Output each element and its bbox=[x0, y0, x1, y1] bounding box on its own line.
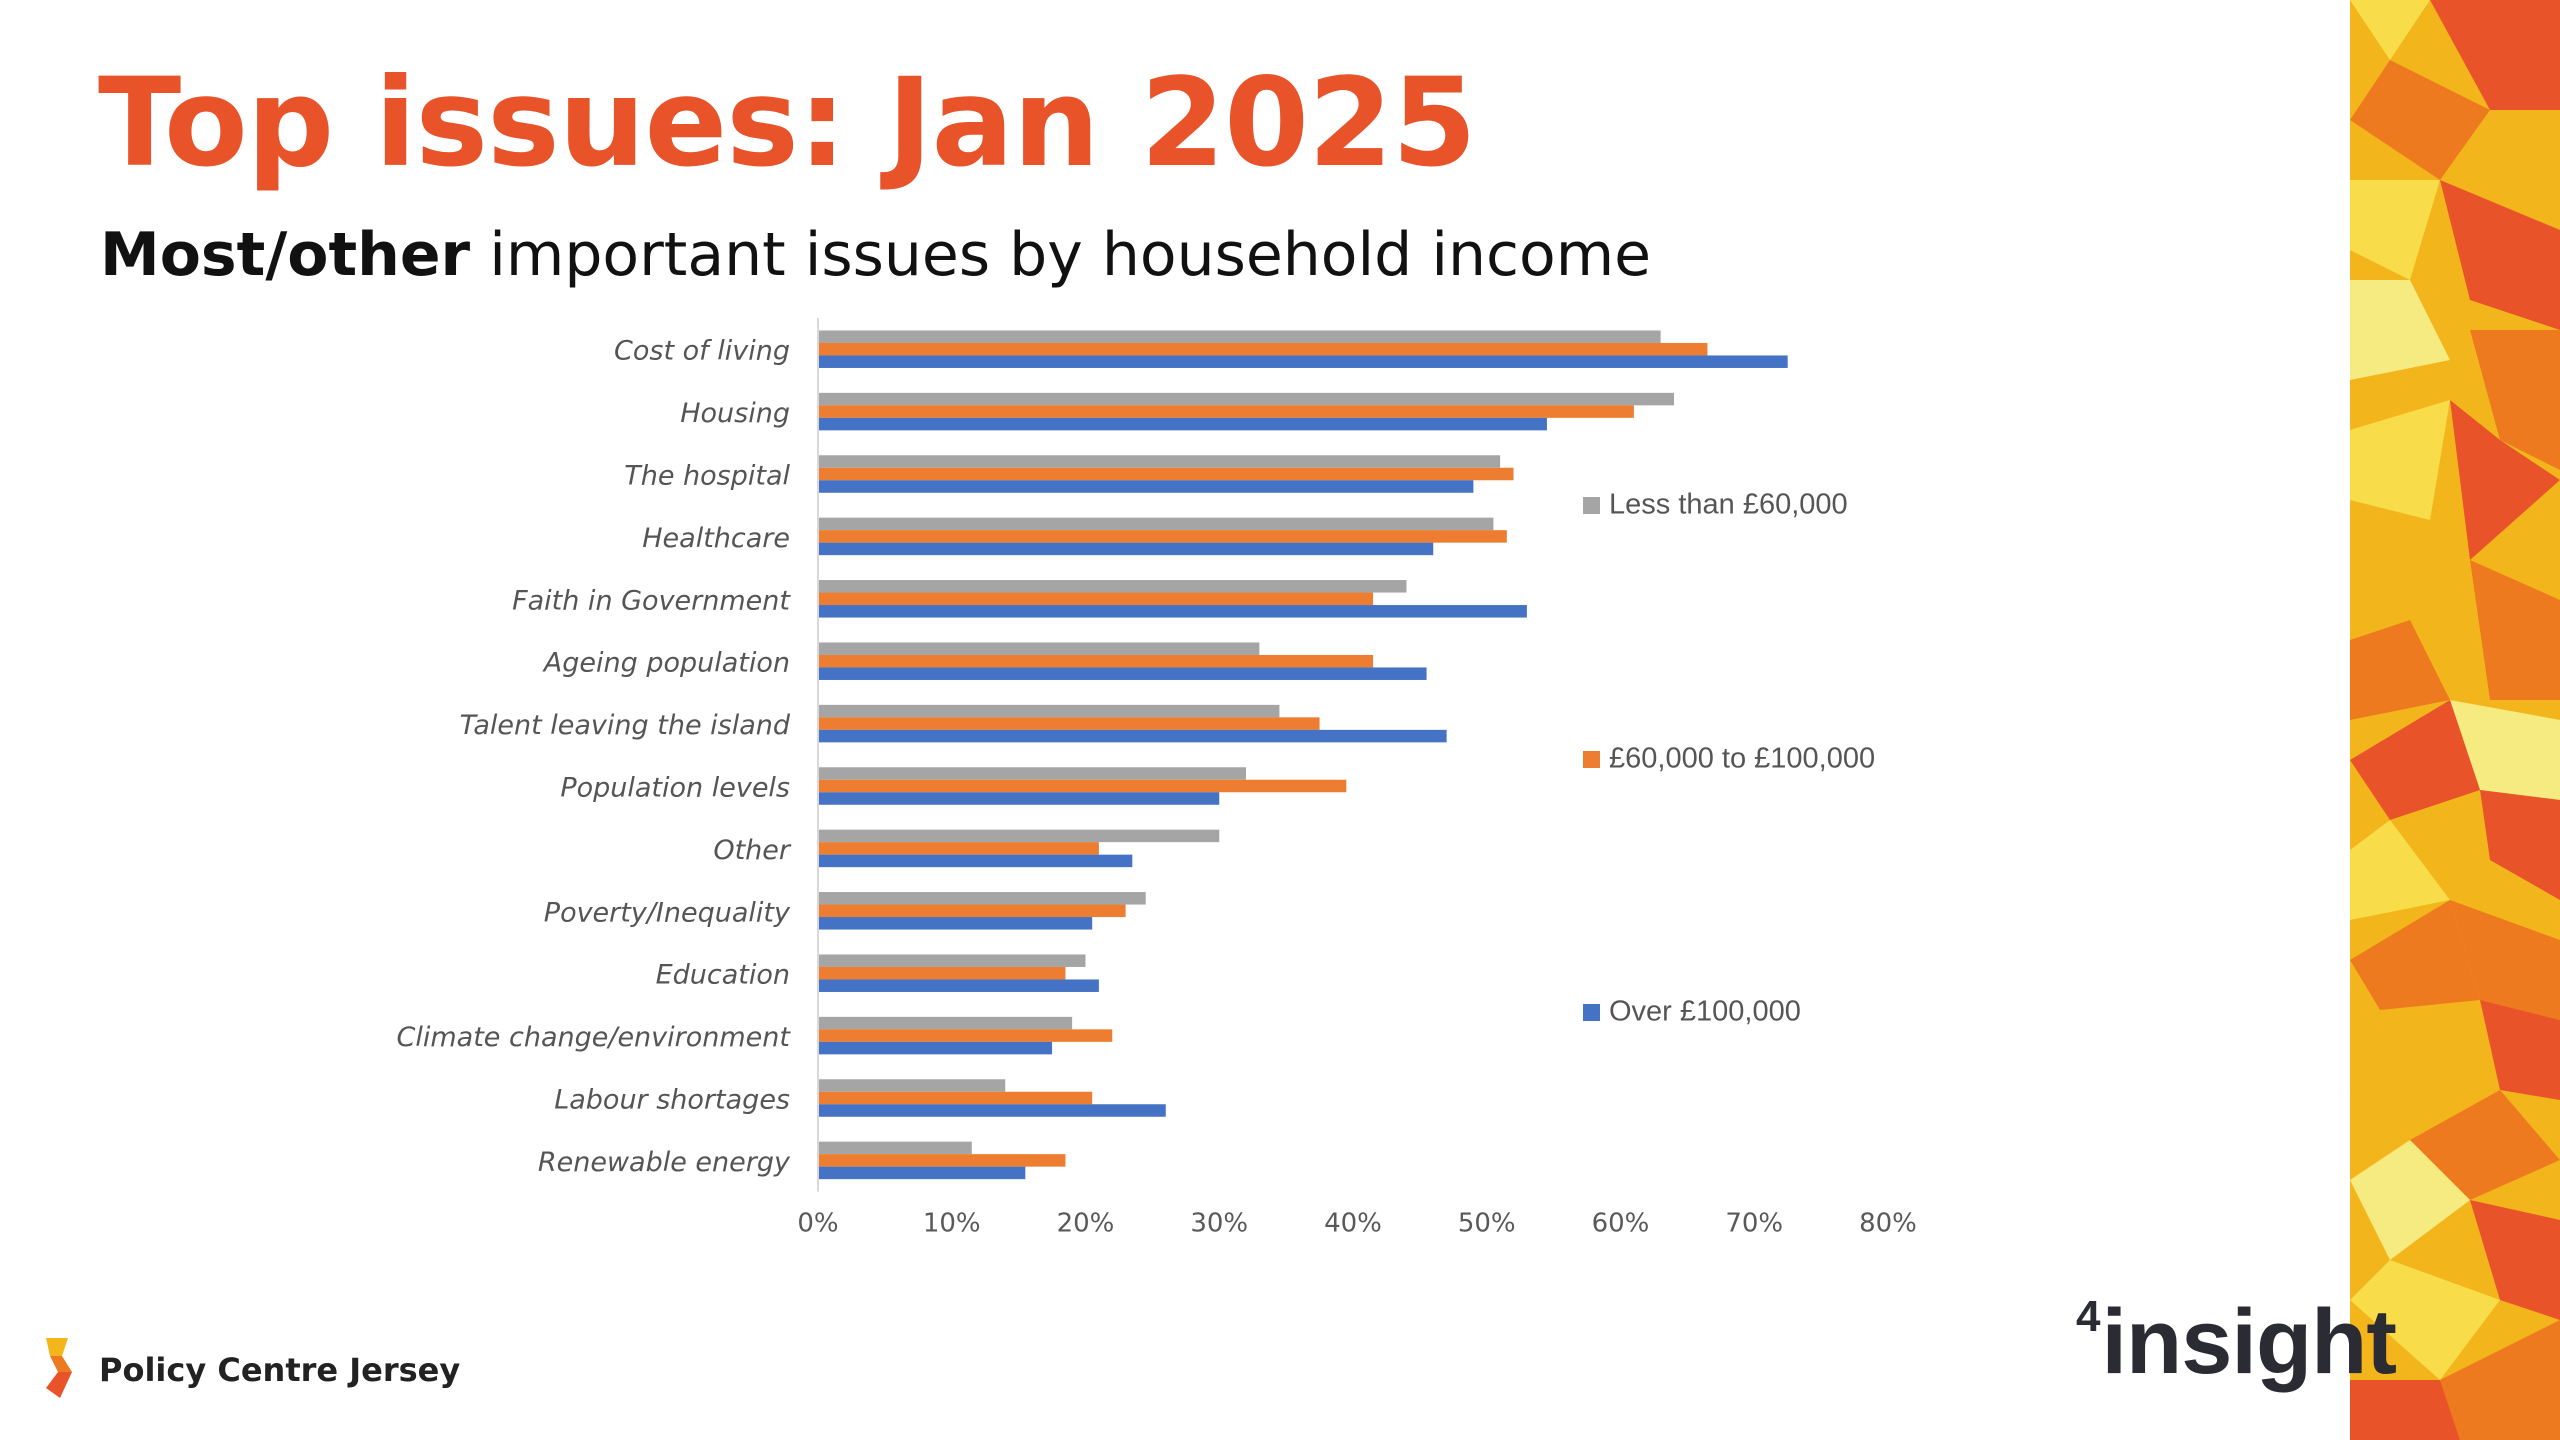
chart-bar bbox=[818, 593, 1373, 606]
decorative-pattern bbox=[2350, 0, 2560, 1440]
chart-bar bbox=[818, 979, 1099, 992]
chart-bar bbox=[818, 580, 1407, 593]
chart-bar bbox=[818, 780, 1346, 793]
chart-bar bbox=[818, 667, 1427, 680]
chart-bar bbox=[818, 518, 1493, 531]
chart-bar bbox=[818, 1104, 1166, 1117]
chart-bar bbox=[818, 917, 1092, 930]
x-tick-label: 80% bbox=[1859, 1208, 1917, 1239]
x-tick-label: 40% bbox=[1324, 1208, 1382, 1239]
category-label: Climate change/environment bbox=[396, 1022, 790, 1054]
chart-bar bbox=[818, 655, 1373, 668]
x-tick-label: 70% bbox=[1725, 1208, 1784, 1239]
x-tick-label: 0% bbox=[797, 1208, 839, 1239]
legend-label: Less than £60,000 bbox=[1609, 488, 1848, 521]
chart-bar bbox=[818, 1167, 1025, 1180]
legend-label: Over £100,000 bbox=[1609, 995, 1801, 1028]
chart-bar bbox=[818, 530, 1507, 543]
category-label: The hospital bbox=[624, 460, 790, 492]
category-label: Talent leaving the island bbox=[459, 710, 790, 742]
chart-bar bbox=[818, 830, 1219, 843]
brand-number: 4 bbox=[2076, 1292, 2100, 1341]
chart-bar bbox=[818, 730, 1447, 743]
chart-bar bbox=[818, 855, 1132, 868]
x-tick-label: 20% bbox=[1056, 1208, 1115, 1239]
policy-centre-logo-icon bbox=[42, 1338, 82, 1398]
chart-bar bbox=[818, 418, 1547, 431]
chart-bar bbox=[818, 717, 1320, 730]
legend-label: £60,000 to £100,000 bbox=[1609, 742, 1876, 775]
category-label: Renewable energy bbox=[537, 1146, 790, 1178]
brand-logo bbox=[2076, 1290, 2396, 1395]
chart-bar bbox=[818, 480, 1473, 493]
chart-bar bbox=[818, 642, 1259, 655]
chart-bar bbox=[818, 905, 1126, 918]
chart-bar bbox=[818, 1142, 972, 1155]
chart-bar bbox=[818, 1154, 1065, 1167]
chart-bar bbox=[818, 355, 1788, 368]
category-label: Education bbox=[655, 959, 790, 991]
category-label: Population levels bbox=[560, 772, 790, 804]
org-name: Policy Centre Jersey bbox=[99, 1351, 461, 1389]
subtitle-rest: important issues by household income bbox=[470, 220, 1652, 290]
chart-bar bbox=[818, 405, 1634, 418]
category-label: Poverty/Inequality bbox=[543, 897, 790, 929]
brand-word: insight bbox=[2101, 1291, 2396, 1393]
chart-bar bbox=[818, 954, 1086, 967]
chart-bar bbox=[818, 792, 1219, 805]
chart-bar bbox=[818, 605, 1527, 618]
chart-bar bbox=[818, 705, 1279, 718]
chart-bar bbox=[818, 1029, 1112, 1042]
category-label: Faith in Government bbox=[512, 585, 790, 617]
subtitle-bold: Most/other bbox=[100, 220, 471, 290]
page-title: Top issues: Jan 2025 bbox=[98, 52, 1476, 194]
category-label: Labour shortages bbox=[554, 1084, 790, 1116]
category-label: Healthcare bbox=[642, 522, 790, 554]
category-label: Housing bbox=[680, 398, 790, 430]
x-tick-label: 50% bbox=[1457, 1208, 1516, 1239]
chart-bar bbox=[818, 455, 1500, 468]
category-label: Cost of living bbox=[614, 335, 790, 367]
category-label: Other bbox=[713, 834, 790, 866]
chart-bar bbox=[818, 543, 1433, 556]
chart-bar bbox=[818, 842, 1099, 855]
chart-bar bbox=[818, 1079, 1005, 1092]
chart-bar bbox=[818, 767, 1246, 780]
chart-bar bbox=[818, 468, 1514, 481]
legend-swatch bbox=[1583, 497, 1600, 514]
chart-bar bbox=[818, 1092, 1092, 1105]
chart-bar bbox=[818, 1017, 1072, 1030]
legend-swatch bbox=[1583, 1004, 1600, 1021]
x-tick-label: 10% bbox=[922, 1208, 981, 1239]
chart-bar bbox=[818, 1042, 1052, 1055]
legend-swatch bbox=[1583, 751, 1600, 768]
chart-bar bbox=[818, 393, 1674, 406]
chart-bar bbox=[818, 967, 1065, 980]
x-tick-label: 60% bbox=[1591, 1208, 1650, 1239]
chart-bar bbox=[818, 343, 1707, 356]
chart-bar bbox=[818, 892, 1146, 905]
x-tick-label: 30% bbox=[1190, 1208, 1249, 1239]
chart-bar bbox=[818, 330, 1661, 343]
category-label: Ageing population bbox=[543, 647, 790, 679]
